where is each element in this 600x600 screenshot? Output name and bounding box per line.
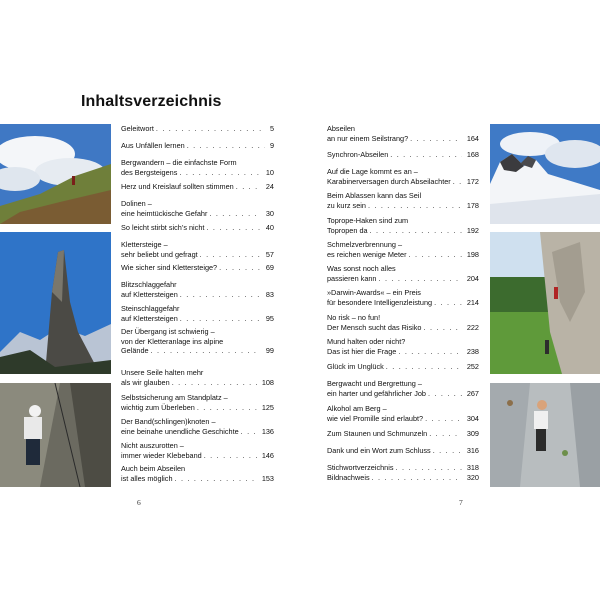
page-number-right: 7 xyxy=(459,498,463,507)
toc-entry-text: Synchron-Abseilen xyxy=(327,150,389,159)
toc-leader-dots xyxy=(179,168,260,178)
toc-page-number: 172 xyxy=(466,176,479,186)
toc-entry xyxy=(327,337,479,356)
toc-page-number: 136 xyxy=(261,426,274,436)
toc-leader-dots xyxy=(453,177,462,187)
toc-entry xyxy=(121,327,274,356)
toc-page-number: 204 xyxy=(466,273,479,283)
toc-leader-dots xyxy=(410,134,462,144)
toc-entry-text: Dolinen – xyxy=(121,199,152,208)
toc-page-number: 178 xyxy=(466,200,479,210)
toc-entry xyxy=(121,464,274,483)
toc-page-number: 252 xyxy=(466,362,479,371)
toc-leader-dots xyxy=(434,298,462,308)
page-number-left: 6 xyxy=(137,498,141,507)
toc-entry xyxy=(327,167,479,186)
toc-entry-text: Schmelzverbrennung – xyxy=(327,240,403,249)
toc-leader-dots xyxy=(379,274,462,284)
toc-entry xyxy=(327,124,479,143)
toc-entry-text: Beim Ablassen kann das Seil xyxy=(327,191,422,200)
toc-entry-text: No risk – no fun! xyxy=(327,313,381,322)
toc-page-number: 222 xyxy=(466,322,479,332)
toc-leader-dots xyxy=(151,346,261,356)
toc-page-number: 168 xyxy=(466,150,479,159)
toc-entry-text: als wir glauben xyxy=(121,377,170,387)
toc-entry-text: Selbstsicherung am Standplatz – xyxy=(121,393,228,402)
photo-rock-spire xyxy=(0,232,111,374)
toc-leader-dots xyxy=(204,451,257,461)
toc-leader-dots xyxy=(172,378,257,388)
toc-page-number: 95 xyxy=(265,313,274,323)
toc-entry-text: ein harter und gefährlicher Job xyxy=(327,388,426,398)
toc-leader-dots xyxy=(241,427,257,437)
toc-page-number: 164 xyxy=(466,133,479,143)
toc-leader-dots xyxy=(175,474,257,484)
toc-leader-dots xyxy=(209,209,260,219)
toc-entry xyxy=(121,158,274,177)
toc-entry xyxy=(327,463,479,473)
toc-entry-text: Dank und ein Wort zum Schluss xyxy=(327,446,431,455)
toc-entry xyxy=(327,429,479,439)
photo-via-ferrata-climber xyxy=(0,383,111,487)
toc-leader-dots xyxy=(372,473,462,483)
toc-entry xyxy=(121,441,274,460)
toc-entry-text: Aus Unfällen lernen xyxy=(121,141,185,150)
toc-entry-text: auf Klettersteigen xyxy=(121,289,178,299)
toc-page-number: 267 xyxy=(466,388,479,398)
toc-leader-dots xyxy=(396,463,462,473)
toc-leader-dots xyxy=(409,250,462,260)
toc-leader-dots xyxy=(433,446,462,456)
toc-entry-text: Unsere Seile halten mehr xyxy=(121,368,204,377)
toc-entry-text: an nur einem Seilstrang? xyxy=(327,133,409,143)
toc-entry xyxy=(327,446,479,456)
toc-page-number: 5 xyxy=(269,124,274,133)
toc-entry xyxy=(121,240,274,259)
toc-entry-text: Stichwortverzeichnis xyxy=(327,463,394,472)
toc-entry-text: Was sonst noch alles xyxy=(327,264,396,273)
toc-page-number: 57 xyxy=(265,249,274,259)
toc-page-number: 318 xyxy=(466,463,479,472)
toc-entry-text: Bergwacht und Bergrettung – xyxy=(327,379,422,388)
toc-entry xyxy=(121,223,274,233)
toc-page-number: 198 xyxy=(466,249,479,259)
toc-entry xyxy=(327,264,479,283)
toc-page-number: 24 xyxy=(265,182,274,191)
toc-page-number: 192 xyxy=(466,225,479,235)
toc-entry xyxy=(327,150,479,160)
toc-entry-text: Mund halten oder nicht? xyxy=(327,337,406,346)
toc-entry-text: Geleitwort xyxy=(121,124,154,133)
toc-entry-text: auf Klettersteigen xyxy=(121,313,178,323)
toc-entry-text: Toprope-Haken sind zum xyxy=(327,216,409,225)
toc-leader-dots xyxy=(425,414,462,424)
toc-entry-text: Blitzschlaggefahr xyxy=(121,280,177,289)
toc-leader-dots xyxy=(219,263,261,273)
toc-entry xyxy=(327,473,479,483)
photo-snowy-ridge xyxy=(490,124,600,224)
toc-entry-text: wie viel Promille sind erlaubt? xyxy=(327,413,424,423)
toc-entry-text: ist alles möglich xyxy=(121,473,173,483)
toc-entry-text: wichtig zum Überleben xyxy=(121,402,195,412)
toc-page-number: 108 xyxy=(261,377,274,387)
toc-page-number: 99 xyxy=(265,346,274,356)
toc-page-number: 309 xyxy=(466,429,479,438)
toc-entry xyxy=(121,141,274,151)
toc-entry xyxy=(121,368,274,387)
toc-leader-dots xyxy=(429,429,462,439)
toc-entry-text: Topropen da xyxy=(327,225,368,235)
toc-entry-text: Der Mensch sucht das Risiko xyxy=(327,322,422,332)
toc-entry-text: eine beinahe unendliche Geschichte xyxy=(121,426,239,436)
toc-entry-text: für besondere Intelligenzleistung xyxy=(327,297,433,307)
toc-leader-dots xyxy=(428,389,462,399)
toc-page-number: 153 xyxy=(261,473,274,483)
toc-page-number: 146 xyxy=(261,450,274,460)
toc-leader-dots xyxy=(368,201,462,211)
toc-entry-text: Gelände xyxy=(121,346,149,356)
toc-page-number: 9 xyxy=(269,141,274,150)
toc-entry-text: Nicht auszurotten – xyxy=(121,441,184,450)
toc-page-number: 238 xyxy=(466,346,479,356)
toc-entry-text: Glück im Unglück xyxy=(327,362,384,371)
toc-entry xyxy=(121,199,274,218)
toc-entry xyxy=(121,263,274,273)
toc-entry-text: Herz und Kreislauf sollten stimmen xyxy=(121,182,234,191)
toc-entry-text: des Bergsteigens xyxy=(121,167,178,177)
toc-entry xyxy=(121,417,274,436)
toc-leader-dots xyxy=(398,347,461,357)
toc-entry-text: Karabinerversagen durch Abseilachter xyxy=(327,176,451,186)
toc-entry-text: immer wieder Klebeband xyxy=(121,450,202,460)
toc-entry xyxy=(327,216,479,235)
toc-entry xyxy=(121,304,274,323)
toc-leader-dots xyxy=(180,314,261,324)
toc-entry xyxy=(121,124,274,134)
toc-entry-text: eine heimtückische Gefahr xyxy=(121,208,208,218)
photo-climbing-wall xyxy=(490,383,600,487)
photo-meadow-climbing-rock xyxy=(490,232,600,374)
toc-page-number: 30 xyxy=(265,208,274,218)
toc-entry-text: Steinschlaggefahr xyxy=(121,304,180,313)
toc-leader-dots xyxy=(424,323,462,333)
toc-leader-dots xyxy=(386,362,462,372)
toc-entry-text: Bildnachweis xyxy=(327,473,370,482)
toc-entry-text: Das ist hier die Frage xyxy=(327,346,397,356)
toc-entry-text: sehr beliebt und gefragt xyxy=(121,249,198,259)
toc-page-number: 125 xyxy=(261,402,274,412)
toc-leader-dots xyxy=(390,150,462,160)
toc-entry-text: Wie sicher sind Klettersteige? xyxy=(121,263,218,272)
toc-leader-dots xyxy=(370,226,462,236)
toc-entry xyxy=(327,240,479,259)
toc-entry-text: »Darwin-Awards« – ein Preis xyxy=(327,288,421,297)
toc-entry-text: Der Band(schlingen)knoten – xyxy=(121,417,216,426)
toc-leader-dots xyxy=(236,182,261,192)
toc-entry-text: Alkohol am Berg – xyxy=(327,404,387,413)
toc-leader-dots xyxy=(200,250,261,260)
toc-entry-text: Bergwandern – die einfachste Form xyxy=(121,158,237,167)
toc-leader-dots xyxy=(187,141,265,151)
toc-leader-dots xyxy=(156,124,265,134)
toc-entry-text: von der Kletteranlage ins alpine xyxy=(121,336,224,346)
toc-page-number: 214 xyxy=(466,297,479,307)
toc-leader-dots xyxy=(206,223,260,233)
toc-entry-text: es reichen wenige Meter xyxy=(327,249,407,259)
toc-entry xyxy=(327,313,479,332)
toc-page-number: 83 xyxy=(265,289,274,299)
photo-mountain-hiker xyxy=(0,124,111,224)
toc-page-number: 304 xyxy=(466,413,479,423)
toc-page-number: 316 xyxy=(466,446,479,455)
toc-entry xyxy=(121,393,274,412)
toc-entry-text: Klettersteige – xyxy=(121,240,168,249)
toc-leader-dots xyxy=(180,290,261,300)
toc-entry-text: Zum Staunen und Schmunzeln xyxy=(327,429,428,438)
toc-entry-text: zu kurz sein xyxy=(327,200,366,210)
page-title: Inhaltsverzeichnis xyxy=(81,93,222,110)
toc-entry xyxy=(327,379,479,398)
toc-entry-text: Auch beim Abseilen xyxy=(121,464,186,473)
toc-page-number: 69 xyxy=(265,263,274,272)
toc-entry-text: Abseilen xyxy=(327,124,355,133)
toc-entry-text: Auf die Lage kommt es an – xyxy=(327,167,418,176)
toc-entry-text: Der Übergang ist schwierig – xyxy=(121,327,215,336)
toc-entry xyxy=(327,362,479,372)
toc-entry xyxy=(327,404,479,423)
toc-page-number: 320 xyxy=(466,473,479,482)
toc-page-number: 10 xyxy=(265,167,274,177)
toc-entry-text: So leicht stirbt sich’s nicht xyxy=(121,223,205,232)
toc-entry xyxy=(121,280,274,299)
toc-entry-text: passieren kann xyxy=(327,273,377,283)
toc-entry xyxy=(327,191,479,210)
toc-page-number: 40 xyxy=(265,223,274,232)
toc-leader-dots xyxy=(197,403,257,413)
toc-entry xyxy=(121,182,274,192)
toc-entry xyxy=(327,288,479,307)
